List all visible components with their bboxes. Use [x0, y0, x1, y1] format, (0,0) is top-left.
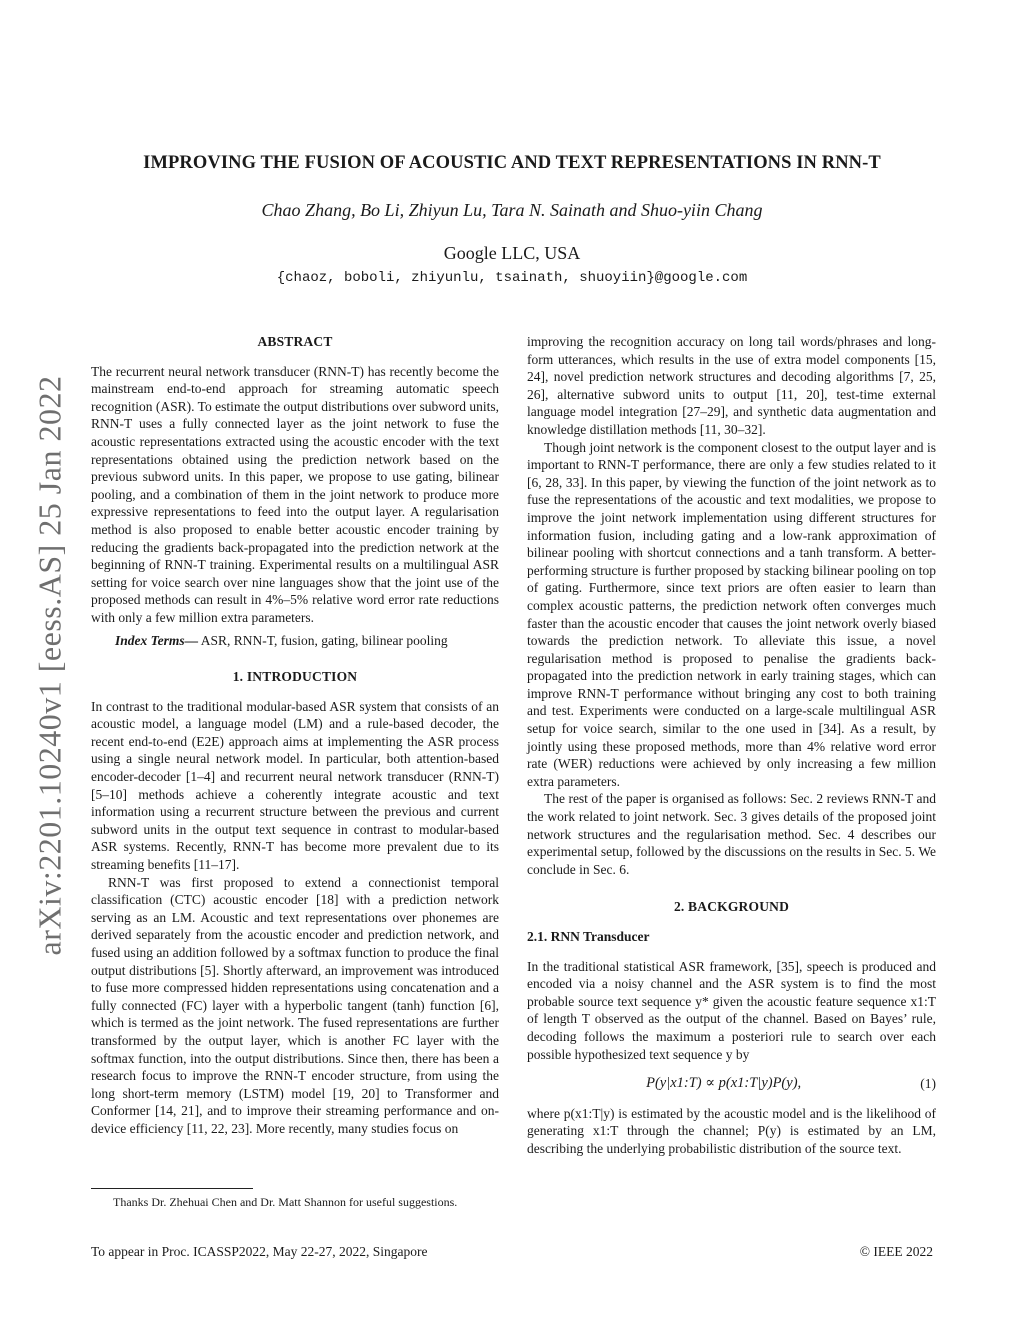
arxiv-sidebar-stamp: [30, 345, 70, 985]
equation-1: [527, 1075, 936, 1093]
paper-authors: Chao Zhang, Bo Li, Zhiyun Lu, Tara N. Sainath and Shuo-yiin Chang: [261, 200, 763, 220]
intro-paragraph-3: improving the recognition accuracy on long tail words/phrases and long-form utterances, which results in the use of extra model components [15, 24], novel prediction network structures and decoding algorithms [7, 25, 26], alternative subword units to output [11, 20], test-time external language model integration [27–29], and synthetic data augmentation and knowledge distillation methods [11, 30–32].: [527, 334, 936, 437]
arxiv-id: arXiv:2201.10240v1 [eess.AS] 25 Jan 2022: [31, 375, 68, 955]
paper-title: IMPROVING THE FUSION OF ACOUSTIC AND TEXT REPRESENTATIONS IN RNN-T: [143, 153, 881, 173]
footer-venue: To appear in Proc. ICASSP2022, May 22-27, 2022, Singapore: [91, 1244, 428, 1259]
footer-copyright: © IEEE 2022: [859, 1244, 933, 1259]
index-terms: [91, 632, 499, 650]
background-paragraph-2: where p(x1:T|y) is estimated by the acoustic model and is the likelihood of generating x1:T through the channel; P(y) is estimated by an LM, describing the underlying probabilistic distribution of the source text.: [527, 1105, 936, 1156]
abstract-text: The recurrent neural network transducer (RNN-T) has recently become the mainstream end-to-end approach for streaming automatic speech recognition (ASR). To estimate the output distributions over subword units, RNN-T uses a fully connected layer as the joint network to fuse the acoustic representations extracted using the acoustic encoder with the text representations obtained using the prediction network based on the previous subword units. In this paper, we propose to use gating, bilinear pooling, and a combination of them in the joint network to produce more expressive representations to feed into the output layer. A regularisation method is also proposed to enable better acoustic encoder training by reducing the gradients back-propagated into the prediction network at the beginning of RNN-T training. Experimental results on a multilingual ASR setting for voice search over nine languages show that the joint use of the proposed methods can result in 4%–5% relative word error rate reductions with only a few million extra parameters.: [91, 363, 499, 625]
background-heading: 2. BACKGROUND: [673, 899, 790, 915]
intro-paragraph-1: In contrast to the traditional modular-based ASR system that consists of an acoustic model, a language model (LM) and a rule-based decoder, the recent end-to-end (E2E) approach aims at implementing the ASR process using a single neural network model. In particular, both attention-based encoder-decoder [1–4] and recurrent neural network transducer (RNN-T) [5–10] methods achieve a coherently integrate acoustic and text information using a recurrent structure between the previous and current subword units in the output text sequence in contrast to modular-based ASR systems. Recently, RNN-T has become more prevalent due to its streaming benefits [11–17].: [91, 698, 499, 873]
footnote-rule: [91, 1188, 253, 1189]
author-emails: {chaoz, boboli, zhiyunlu, tsainath, shuoyiin}@google.com: [276, 270, 748, 286]
right-column: [527, 333, 936, 1158]
index-terms-label: Index Terms—: [115, 632, 199, 648]
index-terms-text: ASR, RNN-T, fusion, gating, bilinear pooling: [200, 632, 448, 648]
left-column: [91, 333, 499, 1138]
equation-number: (1): [920, 1076, 936, 1092]
intro-paragraph-4: Though joint network is the component closest to the output layer and is important to RNN-T performance, there are only a few studies related to it [6, 28, 33]. In this paper, by viewing the function of the joint network as to fuse the representations of the acoustic and text modalities, we propose to improve the joint network implementation using different structures for information fusion, including gating and a low-rank approximation of bilinear pooling with shortcut connections and a tanh transform. A better-performing structure is further proposed by stacking bilinear pooling on top of gating. Furthermore, since text priors are often easier to learn than complex acoustic patterns, the prediction network often converges much faster than the acoustic encoder that causes the joint network overly biased towards the prediction network. To alleviate this issue, a novel regularisation method is proposed to penalise the gradients back-propagated into the prediction network in early training stages, which can improve RNN-T performance without bringing any cost to both training and test. Experiments were conducted on a large-scale multilingual ASR setup for voice search, similar to the one used in [34]. As a result, by jointly using these proposed methods, more than 4% relative word error rate (WER) reductions were achieved by only increasing a few million extra parameters.: [527, 439, 936, 789]
rnn-transducer-subheading: 2.1. RNN Transducer: [527, 929, 650, 944]
background-paragraph-1: In the traditional statistical ASR framework, [35], speech is produced and encoded via a noisy channel and the ASR system is to find the most probable source text sequence y* given the acoustic feature sequence x1:T of length T observed as the output of the channel. Based on Bayes’ rule, decoding follows the maximum a posteriori rule to search over each possible hypothesized text sequence y by: [527, 958, 936, 1062]
intro-paragraph-2: RNN-T was first proposed to extend a connectionist temporal classification (CTC) acoustic encoder [18] with a prediction network serving as an LM. Acoustic and text representations over phonemes are derived separately from the acoustic encoder and prediction network, and fused using an addition followed by a softmax function to produce the final output distributions [5]. Shortly afterward, an improvement was introduced to fuse more compressed hidden representations using concatenation and a fully connected (FC) layer with a hyperbolic tangent (tanh) function [6], which is termed as the joint network. The fused representations are further transformed by the output layer, which is another FC layer with the softmax function, into the output distributions. Since then, there has been a research focus to improve the RNN-T encoder structure, from using the long short-term memory (LSTM) model [19, 20] to Transformer and Conformer [14, 21], and to improve their streaming performance and on-device efficiency [11, 22, 23]. More recently, many studies focus on: [91, 874, 499, 1136]
abstract-heading: ABSTRACT: [257, 334, 333, 349]
footnote: Thanks Dr. Zhehuai Chen and Dr. Matt Shannon for useful suggestions.: [113, 1195, 458, 1209]
introduction-heading: 1. INTRODUCTION: [232, 669, 358, 685]
equation-body: P(y|x1:T) ∝ p(x1:T|y)P(y),: [646, 1075, 802, 1092]
affiliation: Google LLC, USA: [443, 243, 581, 263]
intro-paragraph-5: The rest of the paper is organised as follows: Sec. 2 reviews RNN-T and the work related to joint network. Sec. 3 gives details of the proposed joint network structures and the regularisation method. Sec. 4 describes our experimental setup, followed by the discussions on the results in Sec. 5. We conclude in Sec. 6.: [527, 791, 936, 877]
